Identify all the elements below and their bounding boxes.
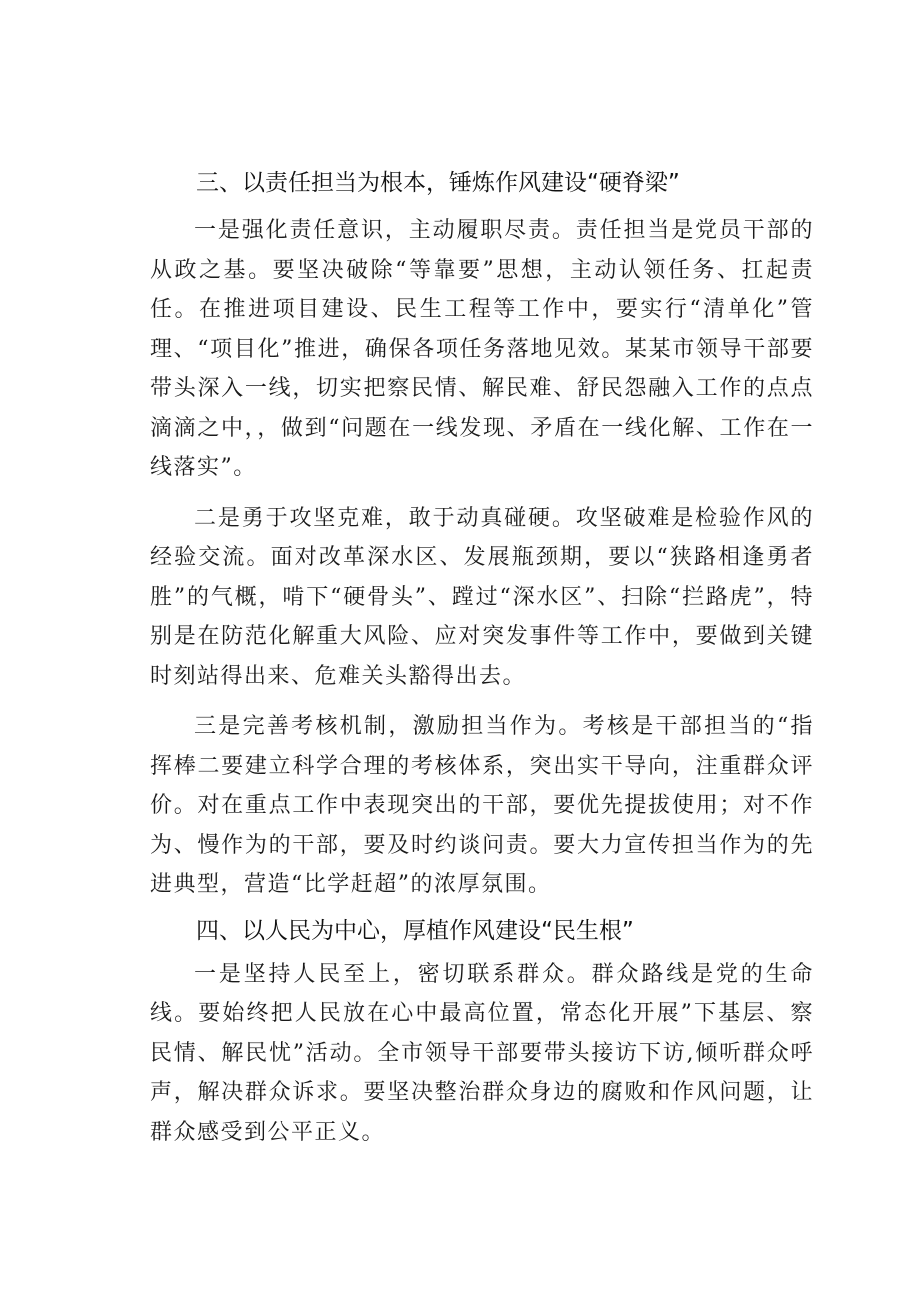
section-3-paragraph-3: 三是完善考核机制，激励担当作为。考核是干部担当的“指挥棒二要建立科学合理的考核体系，突出实干导向，注重群众评价。对在重点工作中表现突出的干部，要优先提拔使用；对不作为、慢作为的干部，要及时约谈问责。要大力宣传担当作为的先进典型，营造“比学赶超”的浓厚氛围。 [150, 714, 814, 897]
section-3-paragraph-1: 一是强化责任意识，主动履职尽责。责任担当是党员干部的从政之基。要坚决破除“等靠要”思想，主动认领任务、扛起责任。在推进项目建设、民生工程等工作中，要实行“清单化”管理、“项目化”推进，确保各项任务落地见效。某某市领导干部要带头深入一线，切实把察民情、解民难、舒民怨融入工作的点点滴滴之中，，做到“问题在一线发现、矛盾在一线化解、工作在一线落实”。 [150, 218, 814, 480]
section-4-paragraph-1: 一是坚持人民至上，密切联系群众。群众路线是党的生命线。要始终把人民放在心中最高位置，常态化开展”下基层、察民情、解民忧”活动。全市领导干部要带头接访下访,倾听群众呼声，解决群众诉求。要坚决整治群众身边的腐败和作风问题，让群众感受到公平正义。 [150, 961, 814, 1145]
section-4-heading: 四、以人民为中心，厚植作风建设“民生根” [196, 917, 634, 944]
section-3-paragraph-2: 二是勇于攻坚克难，敢于动真碰硬。攻坚破难是检验作风的经验交流。面对改革深水区、发展瓶颈期，要以“狭路相逢勇者胜”的气概，啃下“硬骨头”、蹚过“深水区”、扫除“拦路虎”，特别是在防范化解重大风险、应对突发事件等工作中，要做到关键时刻站得出来、危难关头豁得出去。 [150, 505, 814, 689]
document-body [150, 163, 814, 1152]
section-3-heading: 三、以责任担当为根本，锤炼作风建设“硬脊梁” [196, 170, 680, 196]
